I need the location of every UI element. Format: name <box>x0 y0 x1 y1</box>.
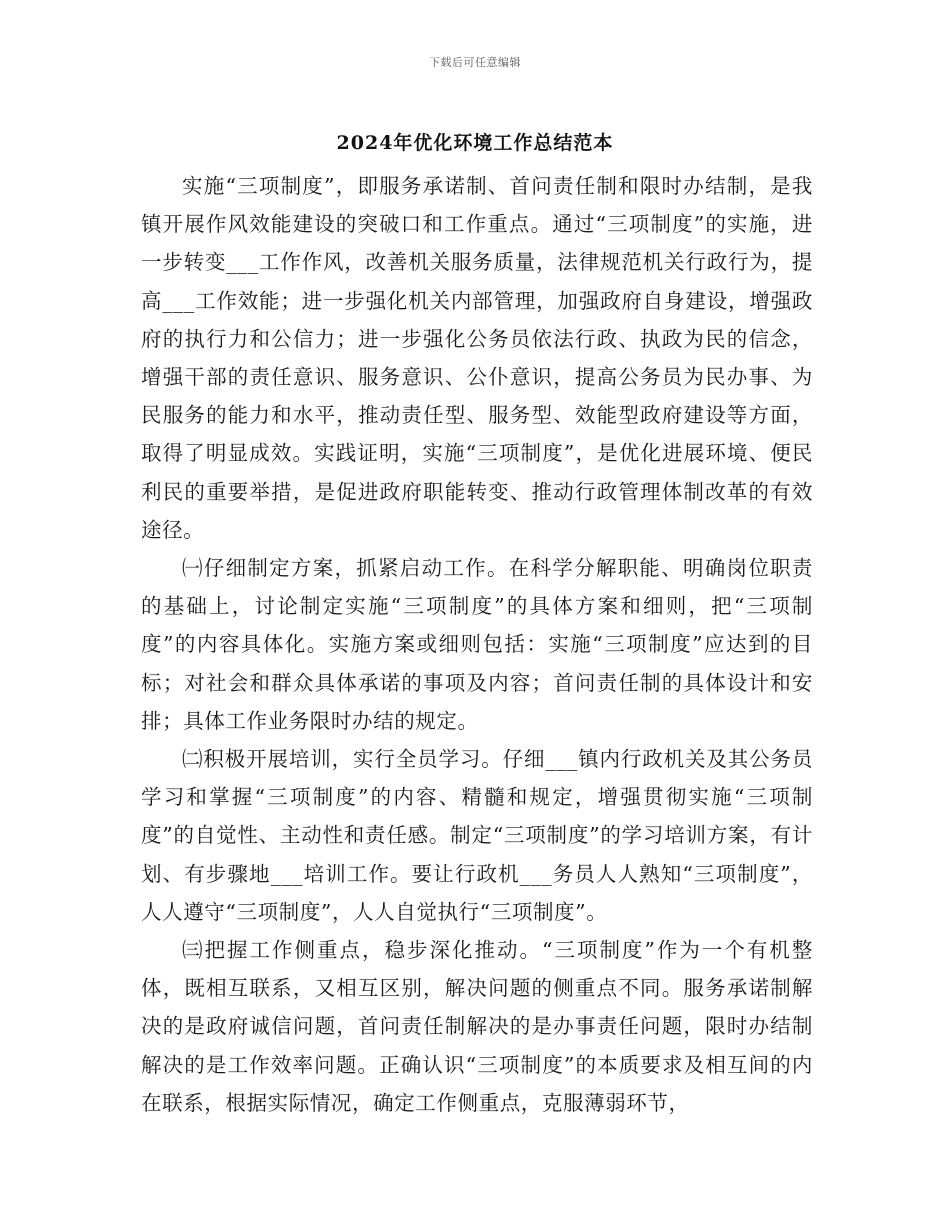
header-note: 下载后可任意编辑 <box>429 56 521 69</box>
paragraph-section-2: ㈡积极开展培训，实行全员学习。仔细___镇内行政机关及其公务员学习和掌握“三项制度”的内容、精髓和规定，增强贯彻实施“三项制度”的自觉性、主动性和责任感。制定“三项制度”的学习培训方案，有计划、有步骤地___培训工作。要让行政机___务员人人熟知“三项制度”，人人遵守“三项制度”，人人自觉执行“三项制度”。 <box>141 747 813 924</box>
paragraph-section-3: ㈢把握工作侧重点，稳步深化推动。“三项制度”作为一个有机整体，既相互联系，又相互区别，解决问题的侧重点不同。服务承诺制解决的是政府诚信问题，首问责任制解决的是办事责任问题，限时办结制解决的是工作效率问题。正确认识“三项制度”的本质要求及相互间的内在联系，根据实际情况，确定工作侧重点，克服薄弱环节， <box>141 938 813 1115</box>
document-body <box>141 167 813 1122</box>
paragraph-intro: 实施“三项制度”，即服务承诺制、首问责任制和限时办结制，是我镇开展作风效能建设的突破口和工作重点。通过“三项制度”的实施，进一步转变___工作作风，改善机关服务质量，法律规范机关行政行为，提高___工作效能；进一步强化机关内部管理，加强政府自身建设，增强政府的执行力和公信力；进一步强化公务员依法行政、执政为民的信念，增强干部的责任意识、服务意识、公仆意识，提高公务员为民办事、为民服务的能力和水平，推动责任型、服务型、效能型政府建设等方面，取得了明显成效。实践证明，实施“三项制度”，是优化进展环境、便民利民的重要举措，是促进政府职能转变、推动行政管理体制改革的有效途径。 <box>141 174 813 542</box>
document-title: 2024年优化环境工作总结范本 <box>336 132 614 154</box>
paragraph-section-1: ㈠仔细制定方案，抓紧启动工作。在科学分解职能、明确岗位职责的基础上，讨论制定实施“三项制度”的具体方案和细则，把“三项制度”的内容具体化。实施方案或细则包括：实施“三项制度”应达到的目标；对社会和群众具体承诺的事项及内容；首问责任制的具体设计和安排；具体工作业务限时办结的规定。 <box>141 556 813 733</box>
